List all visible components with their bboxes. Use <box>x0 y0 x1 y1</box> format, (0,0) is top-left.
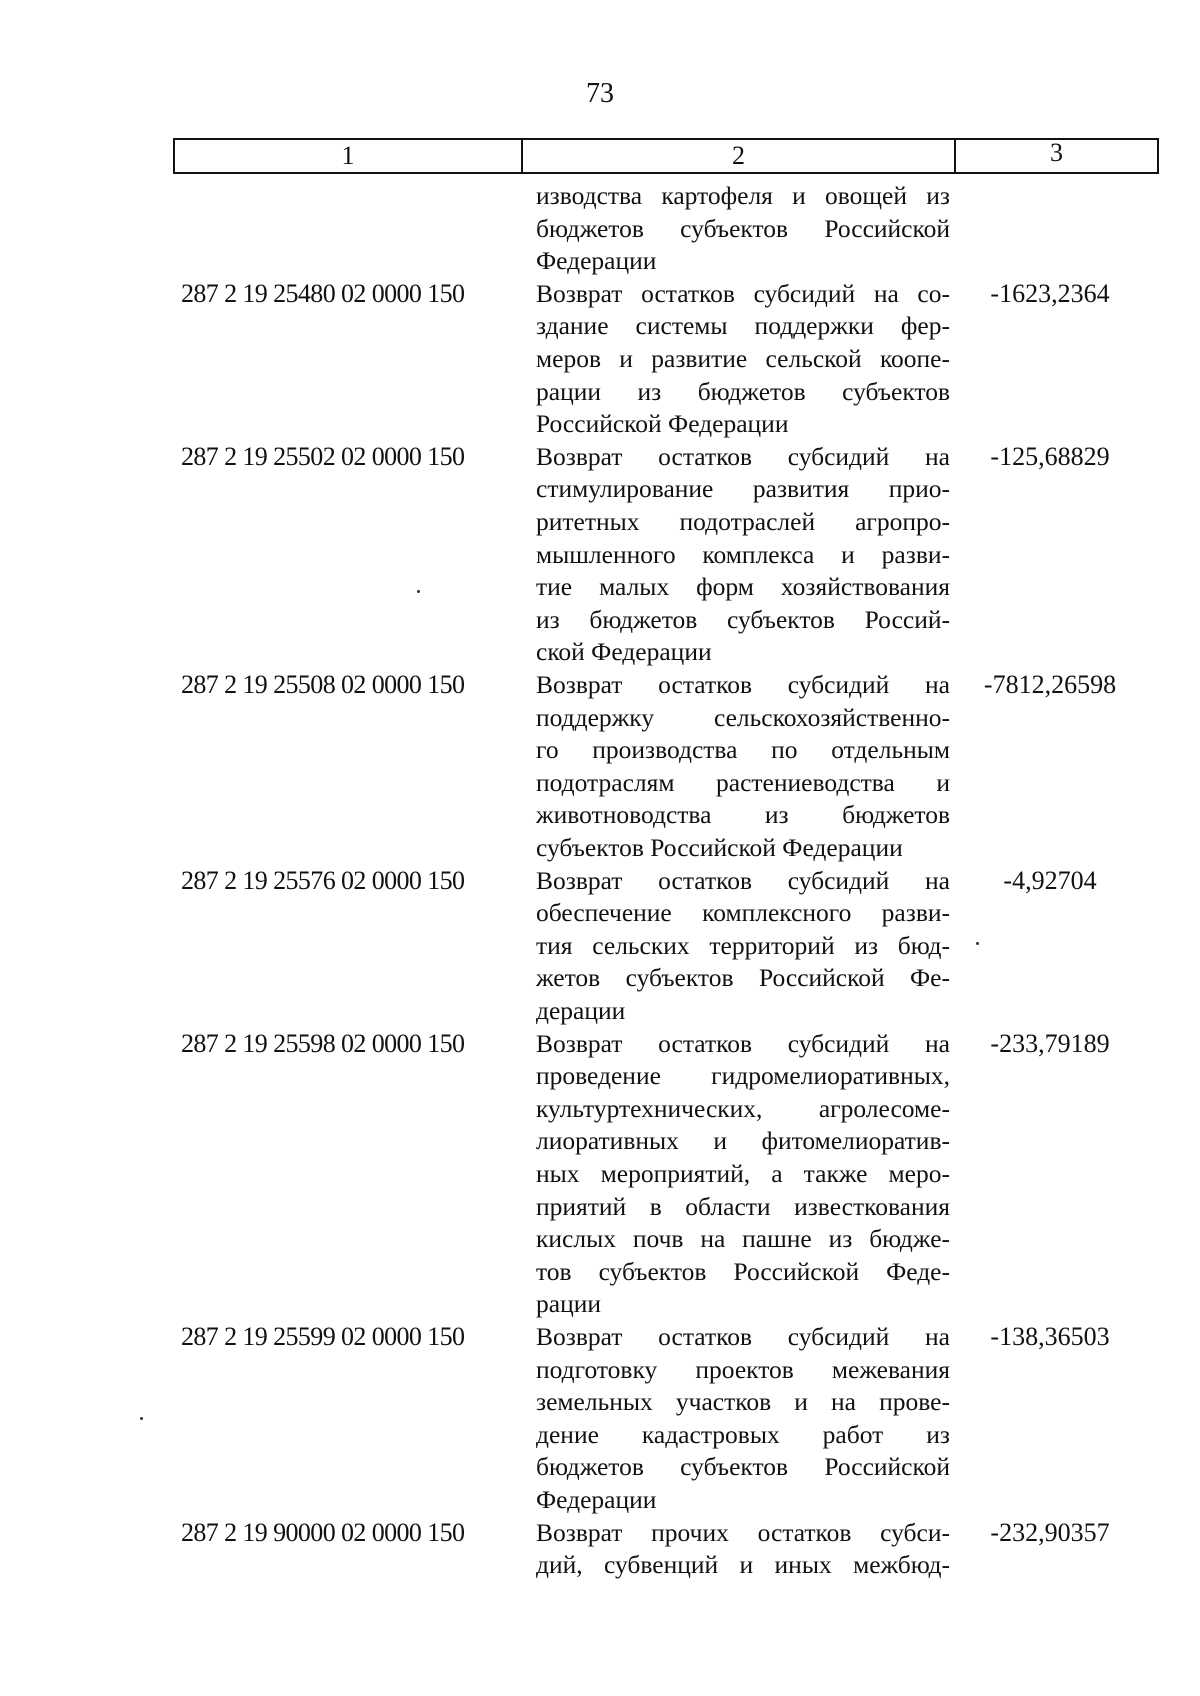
description-line: субъектов Российской Федерации <box>536 832 903 862</box>
description-line: тов субъектов Российской Феде- <box>536 1256 950 1286</box>
amount-value: -125,68829 <box>990 441 1110 471</box>
description-line: рации <box>536 1289 602 1319</box>
revenue-description <box>536 278 950 441</box>
description-line: кислых почв на пашне из бюдже- <box>536 1224 950 1254</box>
scan-speck <box>140 1417 143 1420</box>
column-1-header: 1 <box>175 140 523 172</box>
description-line: бюджетов субъектов Российской <box>536 213 950 243</box>
amount-value: -232,90357 <box>990 1517 1110 1547</box>
description-line: дение кадастровых работ из <box>536 1419 950 1449</box>
description-line: Федерации <box>536 1484 657 1514</box>
amount-value: -7812,26598 <box>983 670 1117 699</box>
revenue-description <box>536 180 950 278</box>
amount-value: -138,36503 <box>990 1322 1110 1351</box>
revenue-description <box>536 669 950 865</box>
description-line: Возврат остатков субсидий на <box>536 1028 950 1058</box>
column-3-header: 3 <box>1050 138 1063 167</box>
description-line: изводства картофеля и овощей из <box>536 181 950 210</box>
description-line: бюджетов субъектов Российской <box>536 1452 950 1482</box>
description-line: проведение гидромелиоративных, <box>536 1061 950 1091</box>
description-line: меров и развитие сельской коопе- <box>536 343 950 373</box>
description-line: Возврат остатков субсидий на <box>536 865 950 895</box>
description-line: Возврат остатков субсидий на <box>536 441 950 471</box>
amount-value: -233,79189 <box>990 1028 1110 1058</box>
revenue-description <box>536 441 950 669</box>
description-line: рации из бюджетов субъектов <box>536 376 950 406</box>
description-line: го производства по отдельным <box>536 735 950 765</box>
description-line: Возврат остатков субсидий на со- <box>536 278 950 308</box>
amount-value: -1623,2364 <box>990 278 1110 308</box>
description-line: стимулирование развития прио- <box>536 474 950 504</box>
description-line: дий, субвенций и иных межбюд- <box>536 1550 950 1580</box>
budget-classification-code: 287 2 19 25598 02 0000 150 <box>181 1028 465 1058</box>
description-line: из бюджетов субъектов Россий- <box>536 604 950 634</box>
description-line: жетов субъектов Российской Фе- <box>536 963 950 993</box>
description-line: поддержку сельскохозяйственно- <box>536 702 950 732</box>
budget-classification-code: 287 2 19 25502 02 0000 150 <box>181 441 465 471</box>
description-line: Федерации <box>536 246 657 276</box>
description-line: Возврат остатков субсидий на <box>536 670 950 699</box>
revenue-description <box>536 1028 950 1321</box>
description-line: ской Федерации <box>536 637 712 667</box>
revenue-description <box>536 865 950 1028</box>
description-line: обеспечение комплексного разви- <box>536 898 950 928</box>
revenue-description <box>536 1321 950 1517</box>
description-line: здание системы поддержки фер- <box>536 311 950 341</box>
description-line: Возврат прочих остатков субси- <box>536 1517 950 1547</box>
description-line: ных мероприятий, а также меро- <box>536 1158 950 1188</box>
description-line: подотраслям растениеводства и <box>536 767 950 797</box>
scan-speck <box>417 590 420 593</box>
description-line: тия сельских территорий из бюд- <box>536 930 950 960</box>
description-line: культуртехнических, агролесоме- <box>536 1093 950 1123</box>
budget-classification-code: 287 2 19 25508 02 0000 150 <box>181 670 465 699</box>
description-line: мышленного комплекса и разви- <box>536 539 950 569</box>
budget-classification-code: 287 2 19 25480 02 0000 150 <box>181 278 465 308</box>
description-line: тие малых форм хозяйствования <box>536 572 950 602</box>
budget-classification-code: 287 2 19 25576 02 0000 150 <box>181 865 465 895</box>
budget-classification-code: 287 2 19 25599 02 0000 150 <box>181 1322 465 1351</box>
revenue-description <box>536 1517 950 1582</box>
description-line: подготовку проектов межевания <box>536 1354 950 1384</box>
description-line: дерации <box>536 995 626 1025</box>
description-line: Российской Федерации <box>536 409 789 439</box>
description-line: Возврат остатков субсидий на <box>536 1322 950 1351</box>
amount-value: -4,92704 <box>1003 865 1097 895</box>
scan-speck <box>976 942 979 945</box>
description-line: ритетных подотраслей агропро- <box>536 506 950 536</box>
column-2-header: 2 <box>523 140 956 172</box>
table-column-header <box>173 138 1159 174</box>
description-line: приятий в области известкования <box>536 1191 950 1221</box>
budget-classification-code: 287 2 19 90000 02 0000 150 <box>181 1517 465 1547</box>
description-line: лиоративных и фитомелиоратив- <box>536 1126 950 1156</box>
page-number: 73 <box>586 78 614 109</box>
description-line: животноводства из бюджетов <box>536 800 950 830</box>
description-line: земельных участков и на прове- <box>536 1387 950 1417</box>
